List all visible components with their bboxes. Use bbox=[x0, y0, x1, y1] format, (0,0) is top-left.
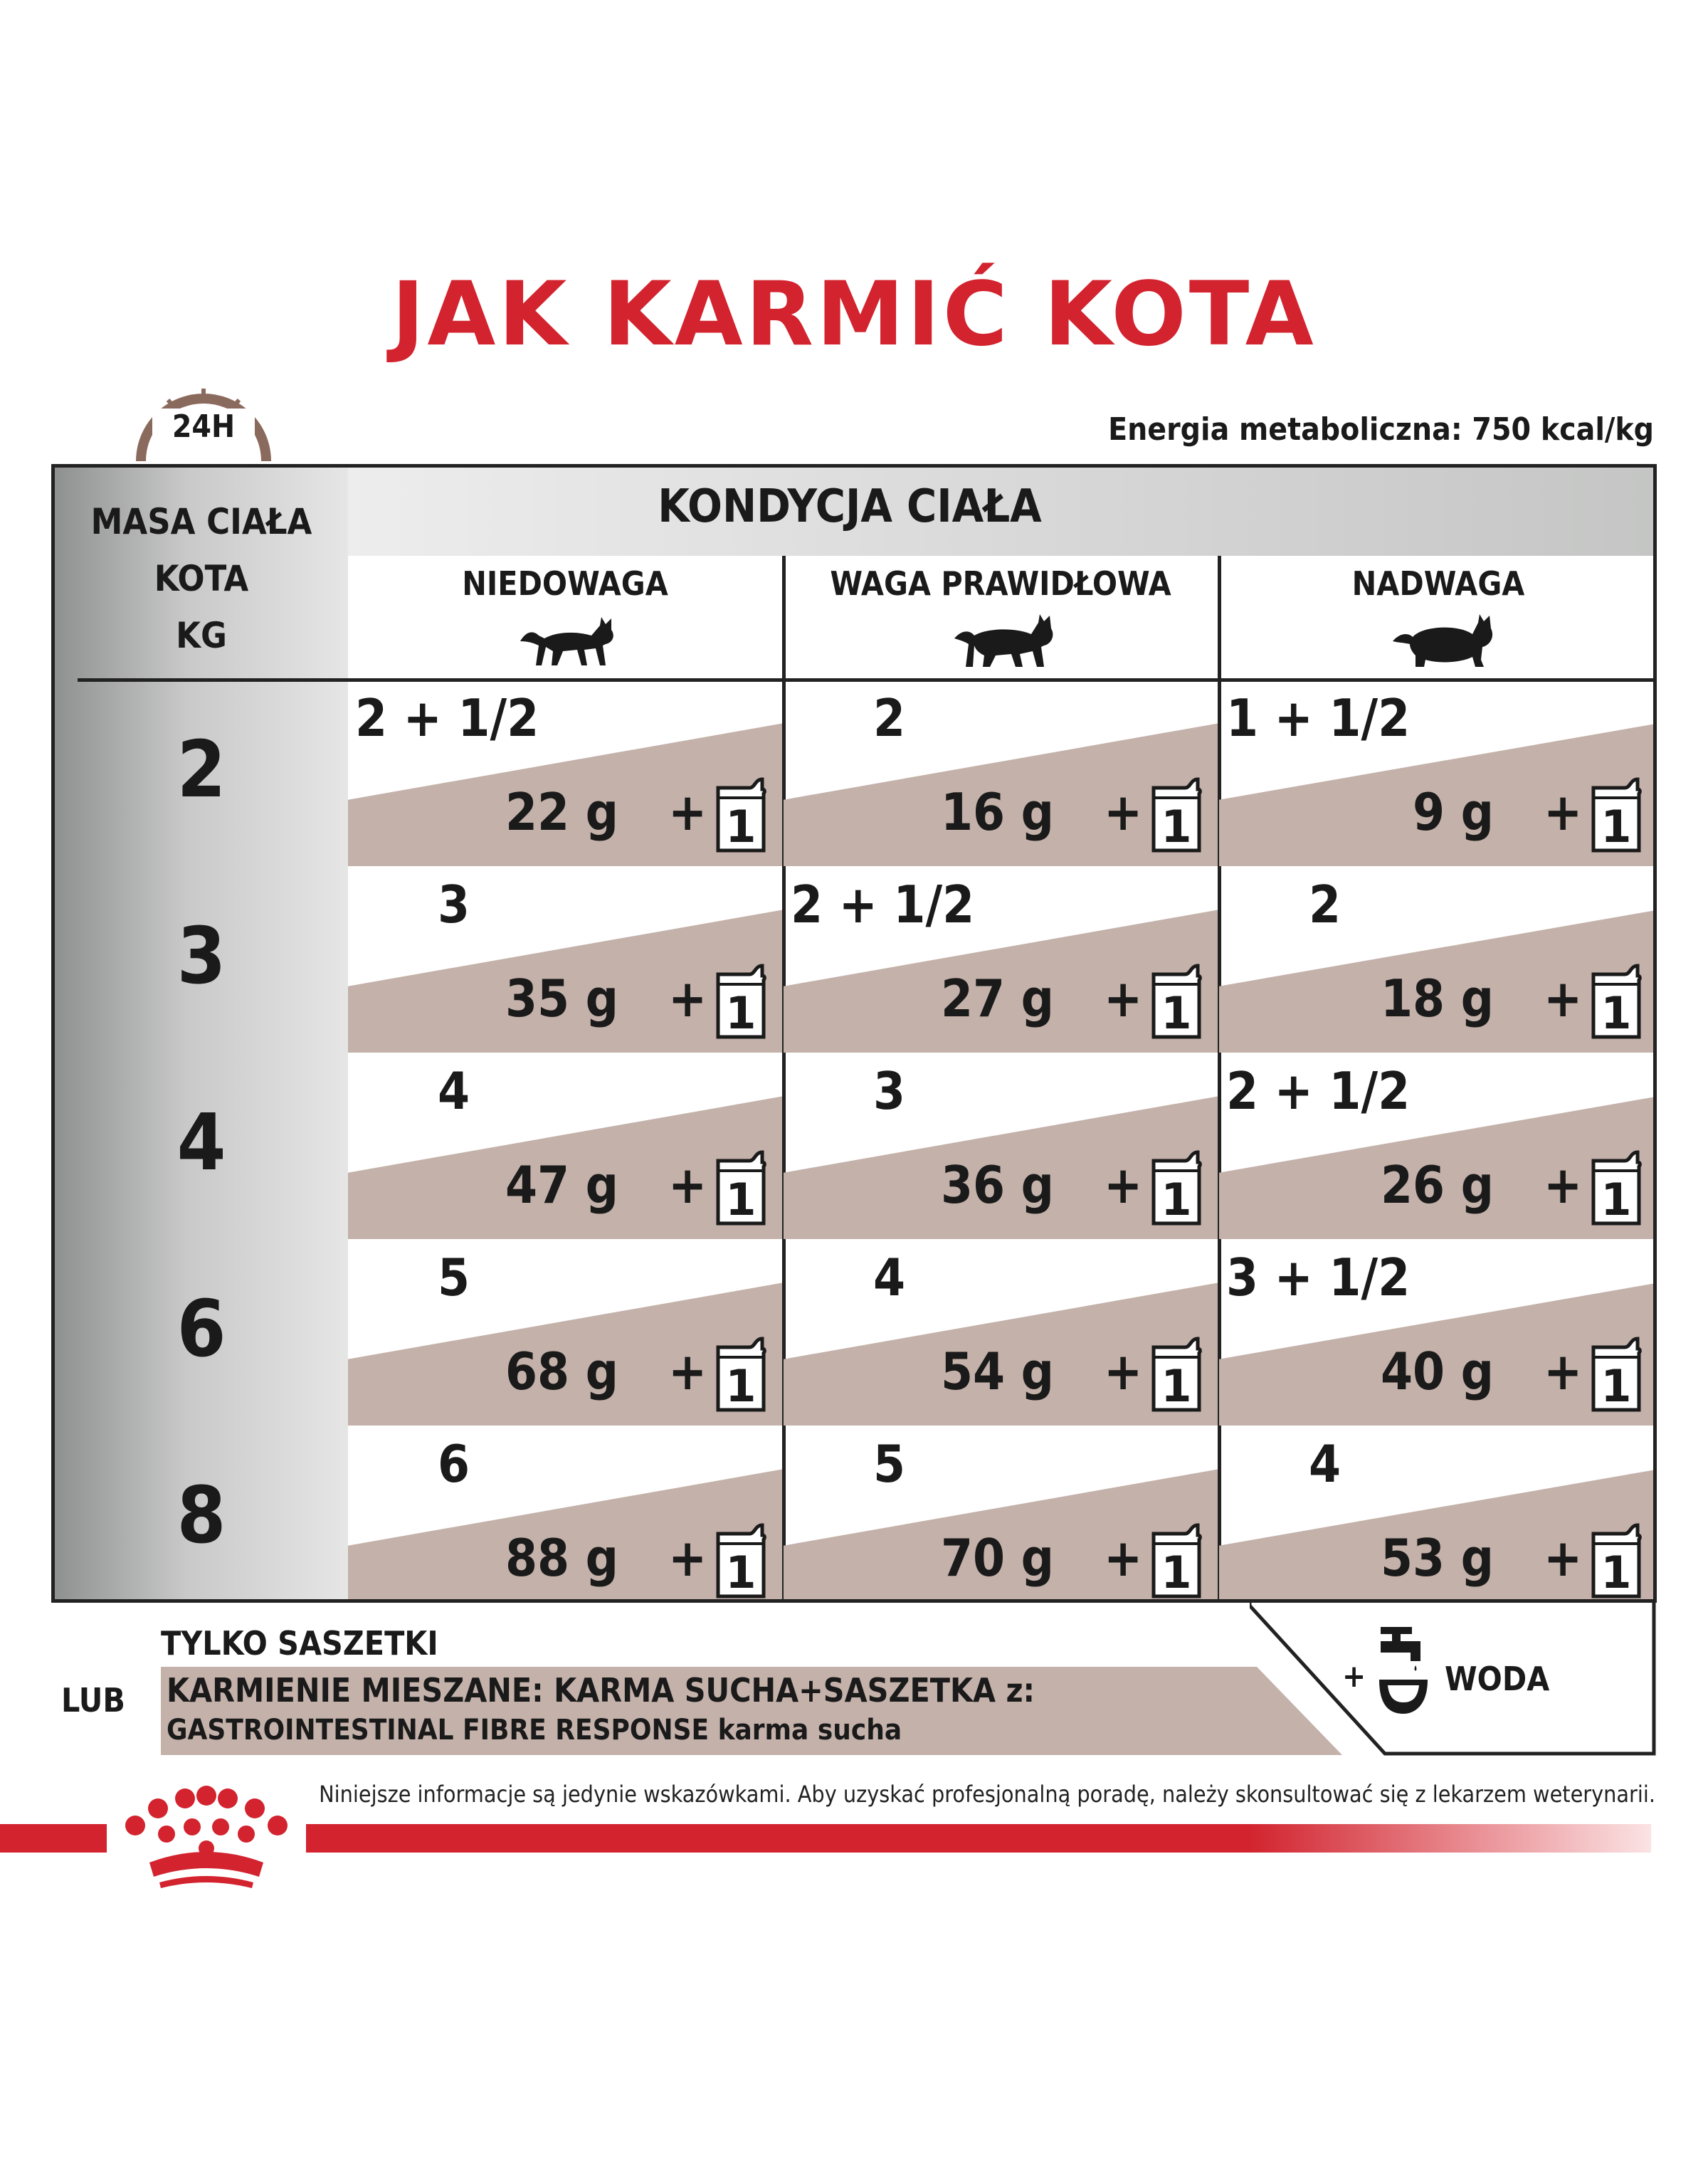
pouch-portion: 2 + 1/2 bbox=[791, 875, 975, 934]
dry-food-amount bbox=[784, 782, 1054, 842]
grams-unit: g bbox=[585, 1155, 618, 1215]
dry-food-amount bbox=[784, 1528, 1054, 1588]
dry-food-amount bbox=[1219, 1155, 1494, 1215]
mixed-feeding-line1: KARMIENIE MIESZANE: KARMA SUCHA+SASZETKA z: bbox=[167, 1671, 1035, 1709]
plus-sign: + bbox=[1104, 1528, 1143, 1588]
water-plus: + bbox=[1342, 1658, 1366, 1695]
dry-food-amount bbox=[348, 1342, 618, 1401]
mixed-feeding-line2: GASTROINTESTINAL FIBRE RESPONSE karma sucha bbox=[167, 1714, 902, 1747]
pouch-portion: 3 bbox=[438, 875, 470, 934]
plus-sign: + bbox=[668, 1155, 707, 1215]
pouch-portion: 3 + 1/2 bbox=[1226, 1248, 1411, 1307]
pouch-portion: 4 bbox=[1309, 1434, 1341, 1494]
dry-food-amount bbox=[348, 969, 618, 1028]
plus-sign: + bbox=[1104, 1155, 1143, 1215]
pouch-icon bbox=[1588, 774, 1645, 853]
pouch-icon bbox=[1588, 1519, 1645, 1599]
table-cell bbox=[784, 1240, 1218, 1426]
pouch-count: 1 bbox=[1601, 1547, 1632, 1598]
grams-unit: g bbox=[1460, 1342, 1494, 1401]
pouch-icon bbox=[1148, 774, 1205, 853]
table-cell bbox=[1219, 868, 1657, 1053]
grams-value: 88 bbox=[505, 1528, 570, 1588]
plus-sign: + bbox=[1544, 1528, 1583, 1588]
col-header-normal: WAGA PRAWIDŁOWA bbox=[830, 564, 1171, 603]
pouch-icon bbox=[1148, 1519, 1205, 1599]
col-header-overweight: NADWAGA bbox=[1351, 564, 1525, 603]
dry-food-amount bbox=[348, 1528, 618, 1588]
pouch-count: 1 bbox=[1161, 1547, 1192, 1598]
dry-food-amount bbox=[1219, 1342, 1494, 1401]
grams-value: 22 bbox=[505, 782, 570, 842]
pouch-count: 1 bbox=[1601, 1360, 1632, 1412]
pouch-portion: 4 bbox=[873, 1248, 906, 1307]
dry-food-amount bbox=[1219, 969, 1494, 1028]
table-cell bbox=[348, 1054, 782, 1239]
weight-value: 3 bbox=[176, 910, 226, 1001]
pouch-count: 1 bbox=[725, 1547, 757, 1598]
pouch-count: 1 bbox=[725, 1360, 757, 1412]
pouch-portion: 6 bbox=[438, 1434, 470, 1494]
pouch-icon bbox=[712, 1333, 769, 1413]
table-cell bbox=[1219, 1427, 1657, 1603]
weight-value: 4 bbox=[176, 1097, 226, 1188]
clock-label: 24H bbox=[152, 409, 255, 445]
pouch-icon bbox=[712, 774, 769, 853]
weight-header bbox=[55, 493, 348, 664]
plus-sign: + bbox=[1104, 969, 1143, 1028]
grams-value: 27 bbox=[940, 969, 1006, 1028]
pouch-portion: 1 + 1/2 bbox=[1226, 688, 1411, 748]
footer-band-right bbox=[306, 1824, 1651, 1853]
grams-unit: g bbox=[1021, 969, 1054, 1028]
table-row bbox=[348, 1427, 1657, 1603]
table-cell bbox=[348, 1240, 782, 1426]
table-cell bbox=[1219, 1054, 1657, 1239]
grams-unit: g bbox=[1021, 1342, 1054, 1401]
pouch-portion: 2 + 1/2 bbox=[1226, 1061, 1411, 1121]
table-row bbox=[348, 1240, 1657, 1426]
dry-food-amount bbox=[348, 1155, 618, 1215]
table-cell bbox=[348, 1427, 782, 1603]
dry-food-amount bbox=[1219, 782, 1494, 842]
grams-value: 16 bbox=[940, 782, 1006, 842]
weight-value: 6 bbox=[176, 1283, 226, 1374]
table-cell bbox=[784, 868, 1218, 1053]
pouch-count: 1 bbox=[1601, 1174, 1632, 1226]
dry-food-amount bbox=[348, 782, 618, 842]
pouch-portion: 5 bbox=[873, 1434, 906, 1494]
plus-sign: + bbox=[1104, 1342, 1143, 1401]
pouch-count: 1 bbox=[1161, 1174, 1192, 1226]
grams-value: 54 bbox=[940, 1342, 1006, 1401]
grams-unit: g bbox=[1021, 1155, 1054, 1215]
pouch-count: 1 bbox=[725, 801, 757, 853]
dry-food-amount bbox=[1219, 1528, 1494, 1588]
grams-unit: g bbox=[1460, 1155, 1494, 1215]
pouch-icon bbox=[712, 1519, 769, 1599]
weight-value: 2 bbox=[176, 724, 226, 815]
grams-value: 70 bbox=[940, 1528, 1006, 1588]
dry-food-amount bbox=[784, 1155, 1054, 1215]
water-label: WODA bbox=[1445, 1660, 1550, 1698]
thin-cat-icon bbox=[517, 610, 617, 671]
pouch-portion: 5 bbox=[438, 1248, 470, 1307]
pouch-count: 1 bbox=[725, 1174, 757, 1226]
pouch-icon bbox=[712, 1147, 769, 1226]
dry-food-amount bbox=[784, 1342, 1054, 1401]
grams-value: 26 bbox=[1380, 1155, 1445, 1215]
grams-value: 9 bbox=[1413, 782, 1445, 842]
pouch-icon bbox=[1588, 960, 1645, 1040]
weight-value: 8 bbox=[176, 1470, 226, 1561]
col-header-underweight: NIEDOWAGA bbox=[462, 564, 668, 603]
fat-cat-icon bbox=[1390, 610, 1497, 671]
pouch-icon bbox=[712, 960, 769, 1040]
disclaimer: Niniejsze informacje są jedynie wskazówkami. Aby uzyskać profesjonalną poradę, należy skonsultować się z lekarzem weterynarii. bbox=[319, 1781, 1655, 1808]
plus-sign: + bbox=[1544, 782, 1583, 842]
plus-sign: + bbox=[1544, 1155, 1583, 1215]
grams-unit: g bbox=[1460, 1528, 1494, 1588]
plus-sign: + bbox=[668, 969, 707, 1028]
table-cell bbox=[784, 681, 1218, 866]
plus-sign: + bbox=[668, 1342, 707, 1401]
footer-band-left bbox=[0, 1824, 107, 1853]
grams-unit: g bbox=[1460, 969, 1494, 1028]
grams-unit: g bbox=[1021, 1528, 1054, 1588]
pouch-count: 1 bbox=[1601, 987, 1632, 1039]
grams-value: 36 bbox=[940, 1155, 1006, 1215]
pouch-portion: 3 bbox=[873, 1061, 906, 1121]
pouch-count: 1 bbox=[1161, 1360, 1192, 1412]
grams-value: 47 bbox=[505, 1155, 570, 1215]
table-cell bbox=[348, 681, 782, 866]
weight-header-line: MASA CIAŁA bbox=[90, 501, 312, 542]
feeding-table bbox=[51, 464, 1657, 1603]
page-title: JAK KARMIĆ KOTA bbox=[391, 263, 1317, 366]
table-cell bbox=[1219, 1240, 1657, 1426]
energy-info: Energia metaboliczna: 750 kcal/kg bbox=[1108, 411, 1654, 448]
grams-value: 68 bbox=[505, 1342, 570, 1401]
table-row bbox=[348, 868, 1657, 1053]
grams-unit: g bbox=[1021, 782, 1054, 842]
grams-unit: g bbox=[585, 1342, 618, 1401]
grams-value: 35 bbox=[505, 969, 570, 1028]
table-cell bbox=[784, 1054, 1218, 1239]
pouch-icon bbox=[1588, 1333, 1645, 1413]
weight-header-line: KG bbox=[176, 615, 227, 656]
pouch-count: 1 bbox=[1601, 801, 1632, 853]
grams-unit: g bbox=[585, 782, 618, 842]
table-cell bbox=[1219, 681, 1657, 866]
table-row bbox=[348, 681, 1657, 866]
pouch-count: 1 bbox=[1161, 801, 1192, 853]
pouch-count: 1 bbox=[725, 987, 757, 1039]
plus-sign: + bbox=[668, 1528, 707, 1588]
pouch-icon bbox=[1148, 960, 1205, 1040]
plus-sign: + bbox=[1544, 969, 1583, 1028]
grams-unit: g bbox=[1460, 782, 1494, 842]
pouch-portion: 2 bbox=[873, 688, 906, 748]
pouch-icon bbox=[1588, 1147, 1645, 1226]
condition-header: KONDYCJA CIAŁA bbox=[658, 480, 1042, 533]
pouch-count: 1 bbox=[1161, 987, 1192, 1039]
pouch-portion: 4 bbox=[438, 1061, 470, 1121]
or-label: LUB bbox=[61, 1681, 125, 1719]
weight-header-line: KOTA bbox=[154, 558, 249, 599]
pouch-icon bbox=[1148, 1147, 1205, 1226]
plus-sign: + bbox=[1544, 1342, 1583, 1401]
normal-cat-icon bbox=[951, 610, 1058, 671]
grams-value: 53 bbox=[1380, 1528, 1445, 1588]
pouch-portion: 2 bbox=[1309, 875, 1341, 934]
pouch-portion: 2 + 1/2 bbox=[355, 688, 539, 748]
water-bowl-icon bbox=[1366, 1623, 1430, 1722]
dry-food-amount bbox=[784, 969, 1054, 1028]
table-cell bbox=[784, 1427, 1218, 1603]
pouch-icon bbox=[1148, 1333, 1205, 1413]
plus-sign: + bbox=[668, 782, 707, 842]
grams-value: 18 bbox=[1380, 969, 1445, 1028]
brand-crown-logo bbox=[121, 1783, 292, 1890]
plus-sign: + bbox=[1104, 782, 1143, 842]
only-pouches-label: TYLKO SASZETKI bbox=[161, 1624, 438, 1663]
grams-value: 40 bbox=[1380, 1342, 1445, 1401]
grams-unit: g bbox=[585, 1528, 618, 1588]
table-cell bbox=[348, 868, 782, 1053]
grams-unit: g bbox=[585, 969, 618, 1028]
table-row bbox=[348, 1054, 1657, 1239]
